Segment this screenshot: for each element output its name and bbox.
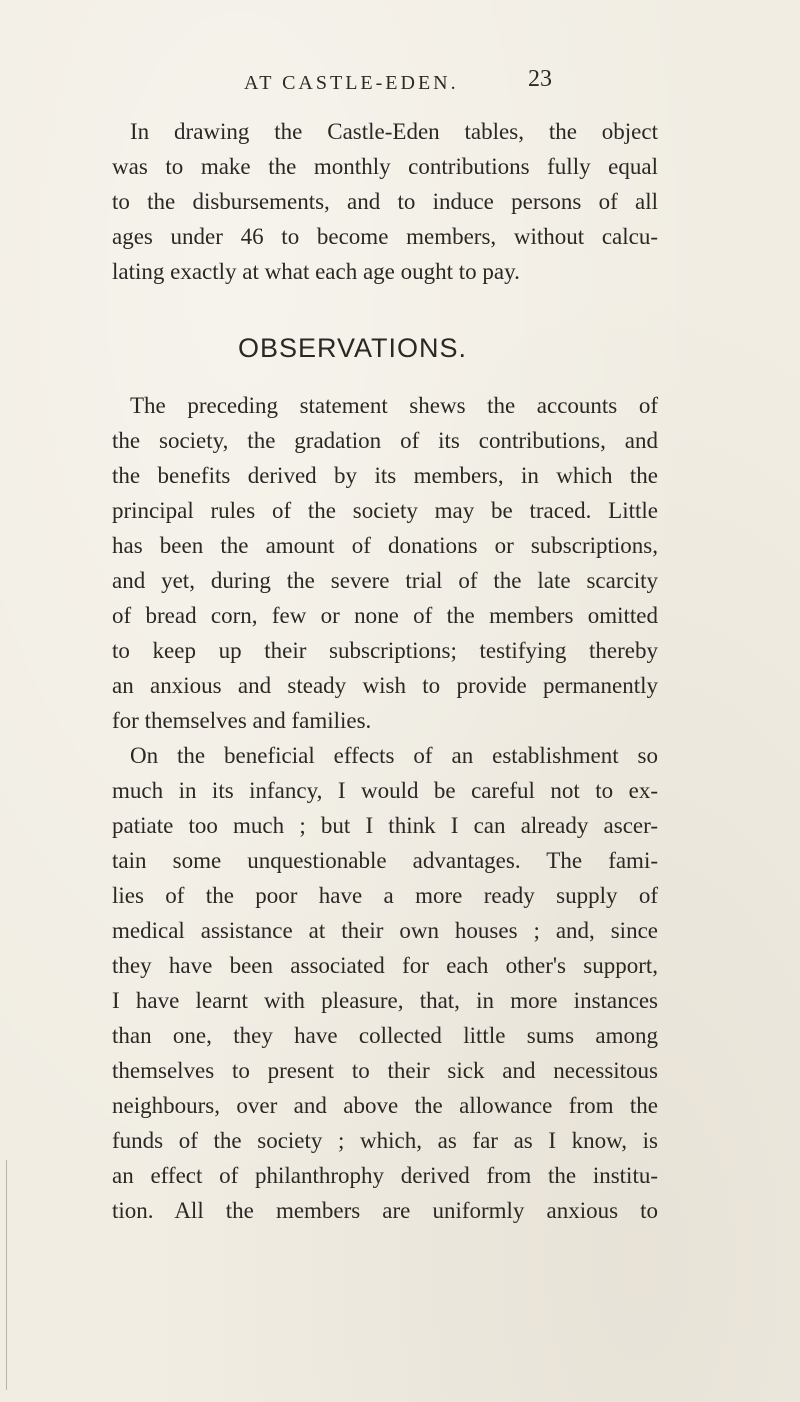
text-line: lating exactly at what each age ought to pay. — [112, 259, 520, 284]
text-line: On the beneficial effects of an establishment so — [130, 743, 658, 768]
text-line: I have learnt with pleasure, that, in more instances — [112, 988, 658, 1013]
text-line: neighbours, over and above the allowance from the — [112, 1093, 658, 1118]
text-line: patiate too much ; but I think I can already ascer- — [112, 813, 658, 838]
text-line: than one, they have collected little sums among — [112, 1023, 658, 1048]
text-line: the society, the gradation of its contributions, and — [112, 428, 658, 453]
text-line: has been the amount of donations or subscriptions, — [112, 533, 658, 558]
text-line: lies of the poor have a more ready supply of — [112, 883, 658, 908]
section-heading: OBSERVATIONS. — [238, 333, 468, 363]
text-line: to keep up their subscriptions; testifying thereby — [112, 638, 658, 663]
running-head: AT CASTLE-EDEN. — [244, 72, 459, 94]
text-line: tion. All the members are uniformly anxious to — [112, 1198, 658, 1223]
text-line: they have been associated for each other's support, — [112, 953, 658, 978]
text-line: The preceding statement shews the accounts of — [130, 393, 658, 418]
binding-edge — [6, 1160, 7, 1390]
text-line: to the disbursements, and to induce persons of all — [112, 189, 658, 214]
text-line: medical assistance at their own houses ; and, since — [112, 918, 658, 943]
page-number: 23 — [528, 66, 552, 92]
text-line: themselves to present to their sick and necessitous — [112, 1058, 658, 1083]
text-line: ages under 46 to become members, without calcu- — [112, 224, 658, 249]
text-line: funds of the society ; which, as far as I know, is — [112, 1128, 658, 1153]
text-line: tain some unquestionable advantages. The fami- — [112, 848, 658, 873]
text-line: principal rules of the society may be traced. Little — [112, 498, 658, 523]
text-line: In drawing the Castle-Eden tables, the object — [130, 119, 658, 144]
text-line: for themselves and families. — [112, 708, 372, 733]
text-line: of bread corn, few or none of the members omitted — [112, 603, 658, 628]
text-line: the benefits derived by its members, in which the — [112, 463, 658, 488]
text-line: and yet, during the severe trial of the late scarcity — [112, 568, 658, 593]
text-line: an effect of philanthrophy derived from the institu- — [112, 1163, 658, 1188]
text-line: was to make the monthly contributions fully equal — [112, 154, 658, 179]
text-line: much in its infancy, I would be careful not to ex- — [112, 778, 658, 803]
text-line: an anxious and steady wish to provide permanently — [112, 673, 658, 698]
